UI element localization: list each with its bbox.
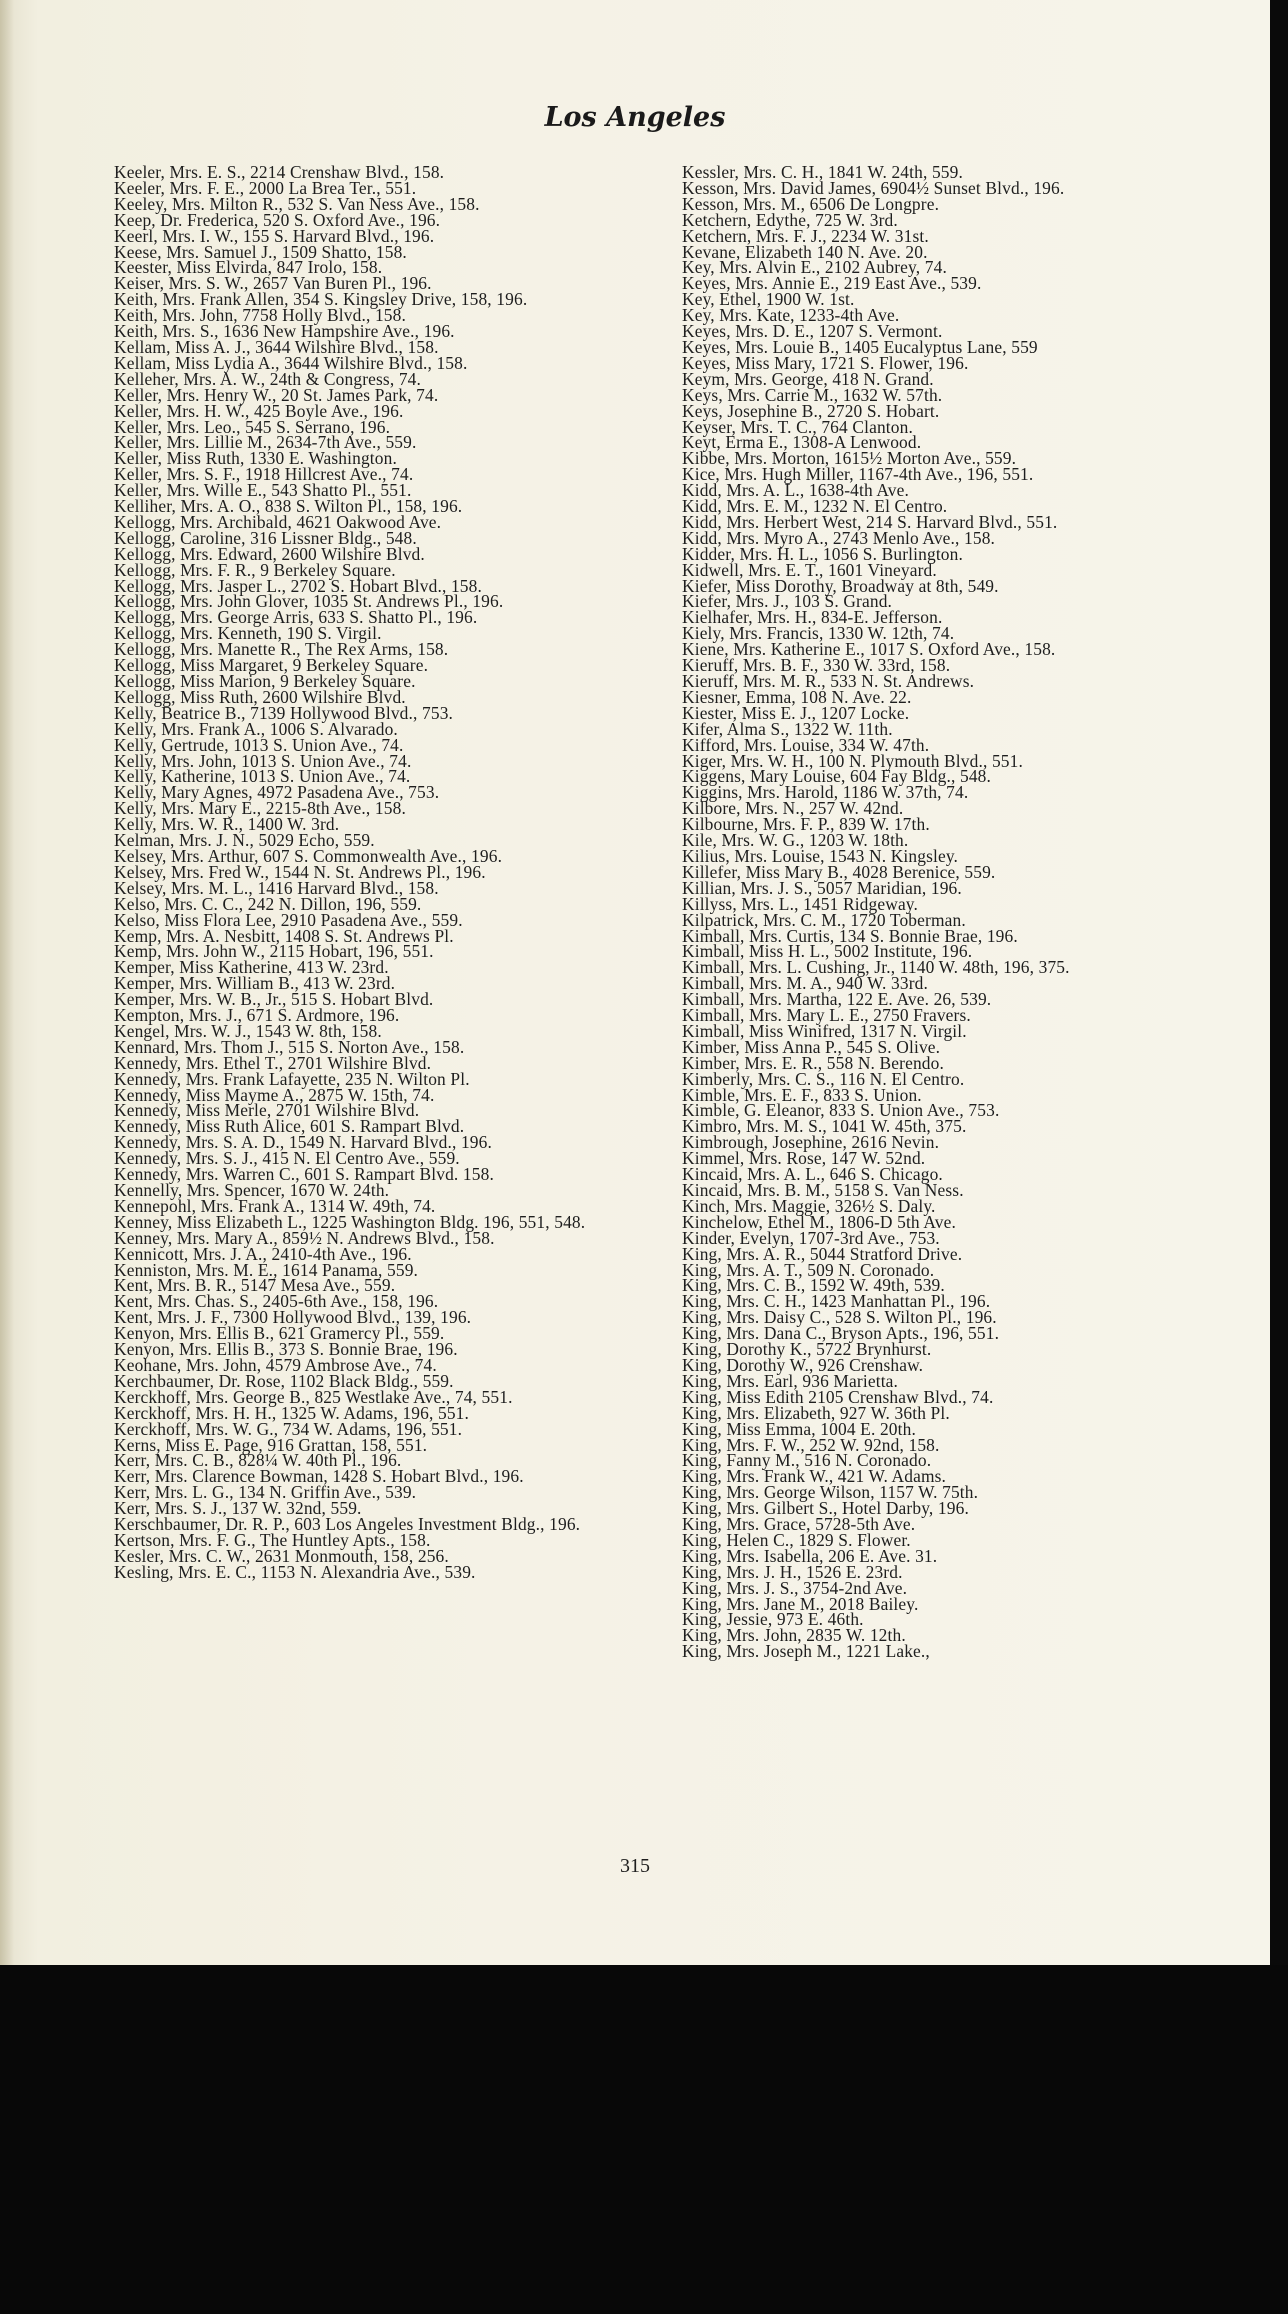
directory-entry: Kiely, Mrs. Francis, 1330 W. 12th, 74. xyxy=(682,623,955,644)
directory-entry: King, Jessie, 973 E. 46th. xyxy=(682,1609,864,1630)
directory-entry: Kincaid, Mrs. A. L., 646 S. Chicago. xyxy=(682,1164,943,1185)
directory-entry: Kinch, Mrs. Maggie, 326½ S. Daly. xyxy=(682,1195,936,1216)
directory-entry: Kennedy, Mrs. S. J., 415 N. El Centro Ave., 559. xyxy=(114,1148,460,1169)
directory-entry: Kifer, Alma S., 1322 W. 11th. xyxy=(682,718,893,739)
directory-entry: Kibbe, Mrs. Morton, 1615½ Morton Ave., 559. xyxy=(682,448,1017,469)
directory-entry: Kerckhoff, Mrs. H. H., 1325 W. Adams, 196, 551. xyxy=(114,1402,470,1423)
directory-entry: Kifford, Mrs. Louise, 334 W. 47th. xyxy=(682,734,930,755)
directory-entry: Kenyon, Mrs. Ellis B., 373 S. Bonnie Brae, 196. xyxy=(114,1339,458,1360)
directory-entry: Kessler, Mrs. C. H., 1841 W. 24th, 559. xyxy=(682,162,963,182)
directory-entry: Kellogg, Miss Marion, 9 Berkeley Square. xyxy=(114,671,416,691)
directory-entry: Key, Mrs. Kate, 1233-4th Ave. xyxy=(682,305,900,326)
directory-entry: Kemp, Mrs. A. Nesbitt, 1408 S. St. Andrews Pl. xyxy=(114,925,454,946)
directory-entry: King, Mrs. Frank W., 421 W. Adams. xyxy=(682,1466,947,1487)
directory-entry: Keester, Miss Elvirda, 847 Irolo, 158. xyxy=(114,257,383,278)
directory-entry: Keeler, Mrs. E. S., 2214 Crenshaw Blvd., 158. xyxy=(114,162,445,182)
directory-entry: Kelly, Mrs. Mary E., 2215-8th Ave., 158. xyxy=(114,798,406,819)
directory-entry: Ketchern, Edythe, 725 W. 3rd. xyxy=(682,209,898,230)
directory-entry: Kilbore, Mrs. N., 257 W. 42nd. xyxy=(682,798,904,819)
directory-entry: King, Mrs. Isabella, 206 E. Ave. 31. xyxy=(682,1545,938,1566)
directory-entry: Kellogg, Mrs. Manette R., The Rex Arms, 158. xyxy=(114,639,449,660)
directory-entry: Kiggins, Mrs. Harold, 1186 W. 37th, 74. xyxy=(682,782,969,803)
directory-entry: Killefer, Miss Mary B., 4028 Berenice, 559. xyxy=(682,861,996,882)
directory-entry: Kellogg, Miss Margaret, 9 Berkeley Square. xyxy=(114,655,429,676)
directory-entry: Kilpatrick, Mrs. C. M., 1720 Toberman. xyxy=(682,909,966,930)
directory-entry: Kesler, Mrs. C. W., 2631 Monmouth, 158, 256. xyxy=(114,1545,449,1566)
directory-entry: Kelliher, Mrs. A. O., 838 S. Wilton Pl., 158, 196. xyxy=(114,496,463,517)
directory-entry: King, Mrs. Jane M., 2018 Bailey. xyxy=(682,1593,919,1614)
directory-entry: Kincaid, Mrs. B. M., 5158 S. Van Ness. xyxy=(682,1180,964,1200)
directory-entry: Kimberly, Mrs. C. S., 116 N. El Centro. xyxy=(682,1068,965,1089)
directory-entry: Kemper, Miss Katherine, 413 W. 23rd. xyxy=(114,957,389,978)
directory-entry: Kennard, Mrs. Thom J., 515 S. Norton Ave., 158. xyxy=(114,1036,465,1057)
directory-entry: Keith, Mrs. John, 7758 Holly Blvd., 158. xyxy=(114,305,406,326)
directory-entry: King, Mrs. J. H., 1526 E. 23rd. xyxy=(682,1561,903,1582)
directory-entry: Kimber, Mrs. E. R., 558 N. Berendo. xyxy=(682,1052,944,1073)
directory-entry: King, Mrs. F. W., 252 W. 92nd, 158. xyxy=(682,1434,940,1455)
directory-entry: Kemper, Mrs. W. B., Jr., 515 S. Hobart Blvd. xyxy=(114,989,434,1010)
directory-entry: Kerr, Mrs. L. G., 134 N. Griffin Ave., 539. xyxy=(114,1482,417,1503)
directory-entry: Keep, Dr. Frederica, 520 S. Oxford Ave., 196. xyxy=(114,209,441,230)
directory-entry: Kelly, Mrs. Frank A., 1006 S. Alvarado. xyxy=(114,718,398,739)
directory-entry: Keys, Josephine B., 2720 S. Hobart. xyxy=(682,400,940,421)
directory-entry: King, Mrs. Grace, 5728-5th Ave. xyxy=(682,1514,916,1535)
directory-entry: Kenniston, Mrs. M. E., 1614 Panama, 559. xyxy=(114,1259,419,1280)
directory-entry: Kellogg, Miss Ruth, 2600 Wilshire Blvd. xyxy=(114,686,406,707)
directory-entry: Kent, Mrs. J. F., 7300 Hollywood Blvd., 139, 196. xyxy=(114,1307,472,1328)
directory-entry: Kidd, Mrs. Myro A., 2743 Menlo Ave., 158. xyxy=(682,527,996,548)
directory-entry: Kennelly, Mrs. Spencer, 1670 W. 24th. xyxy=(114,1180,390,1200)
directory-entry: Keiser, Mrs. S. W., 2657 Van Buren Pl., 196. xyxy=(114,273,432,294)
directory-entry: Kelsey, Mrs. Fred W., 1544 N. St. Andrews Pl., 196. xyxy=(114,861,486,882)
directory-entry: King, Mrs. Earl, 936 Marietta. xyxy=(682,1370,899,1391)
right-column xyxy=(682,162,1254,1662)
directory-entry: Kielhafer, Mrs. H., 834-E. Jefferson. xyxy=(682,607,943,628)
directory-entry: Kimble, Mrs. E. F., 833 S. Union. xyxy=(682,1084,922,1105)
directory-entry: Keller, Miss Ruth, 1330 E. Washington. xyxy=(114,448,397,469)
directory-entry: King, Mrs. Joseph M., 1221 Lake., xyxy=(682,1641,930,1662)
directory-entry: Kile, Mrs. W. G., 1203 W. 18th. xyxy=(682,830,909,851)
directory-entry: Kerckhoff, Mrs. George B., 825 Westlake Ave., 74, 551. xyxy=(114,1386,513,1407)
directory-entry: Kiesner, Emma, 108 N. Ave. 22. xyxy=(682,686,912,707)
directory-entry: Keohane, Mrs. John, 4579 Ambrose Ave., 74. xyxy=(114,1354,437,1375)
directory-entry: Kelman, Mrs. J. N., 5029 Echo, 559. xyxy=(114,830,375,851)
directory-entry: Keith, Mrs. Frank Allen, 354 S. Kingsley Drive, 158, 196. xyxy=(114,289,528,310)
directory-entry: Keyt, Erma E., 1308-A Lenwood. xyxy=(682,432,922,453)
directory-entry: Kelsey, Mrs. Arthur, 607 S. Commonwealth Ave., 196. xyxy=(114,845,503,866)
directory-entry: Kennedy, Mrs. S. A. D., 1549 N. Harvard Blvd., 196. xyxy=(114,1132,492,1153)
directory-entry: Kennedy, Mrs. Ethel T., 2701 Wilshire Blvd. xyxy=(114,1052,432,1073)
directory-entry: Kimball, Mrs. Mary L. E., 2750 Fravers. xyxy=(682,1005,971,1026)
directory-entry: King, Miss Emma, 1004 E. 20th. xyxy=(682,1418,916,1439)
directory-entry: Keller, Mrs. H. W., 425 Boyle Ave., 196. xyxy=(114,400,404,421)
directory-entry: Kenyon, Mrs. Ellis B., 621 Gramercy Pl., 559. xyxy=(114,1323,445,1344)
directory-entry: Keym, Mrs. George, 418 N. Grand. xyxy=(682,368,934,389)
directory-entry: Kelly, Mrs. John, 1013 S. Union Ave., 74. xyxy=(114,750,412,771)
directory-entry: Kennedy, Miss Ruth Alice, 601 S. Rampart Blvd. xyxy=(114,1116,465,1137)
directory-entry: Kice, Mrs. Hugh Miller, 1167-4th Ave., 196, 551. xyxy=(682,464,1034,485)
directory-entry: Kennedy, Mrs. Warren C., 601 S. Rampart Blvd. 158. xyxy=(114,1164,494,1185)
directory-entry: Killyss, Mrs. L., 1451 Ridgeway. xyxy=(682,893,919,914)
directory-entry: Kilius, Mrs. Louise, 1543 N. Kingsley. xyxy=(682,845,959,866)
directory-entry: Kennedy, Miss Merle, 2701 Wilshire Blvd. xyxy=(114,1100,420,1121)
directory-entry: King, Miss Edith 2105 Crenshaw Blvd., 74. xyxy=(682,1386,994,1407)
directory-entry: Kerr, Mrs. S. J., 137 W. 32nd, 559. xyxy=(114,1498,362,1519)
directory-entry: Kempton, Mrs. J., 671 S. Ardmore, 196. xyxy=(114,1005,400,1026)
page-header: Los Angeles xyxy=(544,102,726,133)
directory-entry: Kellogg, Caroline, 316 Lissner Bldg., 548. xyxy=(114,527,417,548)
directory-entry: Kidwell, Mrs. E. T., 1601 Vineyard. xyxy=(682,559,937,580)
directory-entry: Kellogg, Mrs. Kenneth, 190 S. Virgil. xyxy=(114,623,382,644)
directory-entry: King, Mrs. Elizabeth, 927 W. 36th Pl. xyxy=(682,1402,950,1423)
directory-entry: King, Mrs. J. S., 3754-2nd Ave. xyxy=(682,1577,908,1598)
directory-entry: Keeler, Mrs. F. E., 2000 La Brea Ter., 551. xyxy=(114,177,417,198)
directory-entry: Kevane, Elizabeth 140 N. Ave. 20. xyxy=(682,241,928,262)
directory-entry: King, Helen C., 1829 S. Flower. xyxy=(682,1529,911,1550)
directory-entry: Keller, Mrs. Leo., 545 S. Serrano, 196. xyxy=(114,416,391,437)
directory-entry: Kennicott, Mrs. J. A., 2410-4th Ave., 196. xyxy=(114,1243,412,1264)
directory-entry: Keith, Mrs. S., 1636 New Hampshire Ave., 196. xyxy=(114,321,455,342)
directory-entry: Keyes, Mrs. D. E., 1207 S. Vermont. xyxy=(682,321,943,342)
directory-entry: Kerr, Mrs. C. B., 828¼ W. 40th Pl., 196. xyxy=(114,1450,402,1471)
directory-entry: King, Dorothy W., 926 Crenshaw. xyxy=(682,1354,924,1375)
directory-entry: Kimble, G. Eleanor, 833 S. Union Ave., 753. xyxy=(682,1100,1000,1121)
directory-entry: King, Mrs. John, 2835 W. 12th. xyxy=(682,1625,906,1646)
directory-entry: Kidd, Mrs. E. M., 1232 N. El Centro. xyxy=(682,496,948,517)
directory-entry: Kerr, Mrs. Clarence Bowman, 1428 S. Hobart Blvd., 196. xyxy=(114,1466,524,1487)
directory-entry: Kidd, Mrs. A. L., 1638-4th Ave. xyxy=(682,480,910,501)
directory-entry: Kennedy, Miss Mayme A., 2875 W. 15th, 74. xyxy=(114,1084,435,1105)
directory-entry: Kelly, Mrs. W. R., 1400 W. 3rd. xyxy=(114,814,340,835)
directory-entry: Keller, Mrs. Henry W., 20 St. James Park, 74. xyxy=(114,384,439,405)
directory-entry: Kelsey, Mrs. M. L., 1416 Harvard Blvd., 158. xyxy=(114,877,439,898)
directory-entry: Kimbrough, Josephine, 2616 Nevin. xyxy=(682,1132,940,1153)
directory-entry: King, Mrs. Gilbert S., Hotel Darby, 196. xyxy=(682,1498,969,1519)
directory-entry: Keller, Mrs. S. F., 1918 Hillcrest Ave., 74. xyxy=(114,464,414,485)
directory-entry: Kerchbaumer, Dr. Rose, 1102 Black Bldg., 559. xyxy=(114,1370,454,1391)
directory-entry: Kelly, Gertrude, 1013 S. Union Ave., 74. xyxy=(114,734,404,755)
directory-entry: Kennedy, Mrs. Frank Lafayette, 235 N. Wilton Pl. xyxy=(114,1068,470,1089)
background-area xyxy=(0,1965,1288,2314)
directory-entry: Kimbro, Mrs. M. S., 1041 W. 45th, 375. xyxy=(682,1116,967,1137)
directory-entry: Kerns, Miss E. Page, 916 Grattan, 158, 551. xyxy=(114,1434,428,1455)
directory-entry: Kelly, Beatrice B., 7139 Hollywood Blvd., 753. xyxy=(114,702,454,723)
directory-entry: Kennepohl, Mrs. Frank A., 1314 W. 49th, 74. xyxy=(114,1195,436,1216)
directory-entry: Kimball, Mrs. L. Cushing, Jr., 1140 W. 48th, 196, 375. xyxy=(682,957,1070,978)
page-binding-shadow xyxy=(0,0,14,1965)
directory-entry: Kiefer, Miss Dorothy, Broadway at 8th, 549. xyxy=(682,575,999,596)
directory-entry: King, Mrs. Daisy C., 528 S. Wilton Pl., 196. xyxy=(682,1307,997,1328)
directory-entry: Kinder, Evelyn, 1707-3rd Ave., 753. xyxy=(682,1227,940,1248)
directory-entry: Kieruff, Mrs. B. F., 330 W. 33rd, 158. xyxy=(682,655,951,676)
directory-entry: Kidd, Mrs. Herbert West, 214 S. Harvard Blvd., 551. xyxy=(682,511,1058,532)
directory-entry: King, Mrs. C. H., 1423 Manhattan Pl., 196. xyxy=(682,1291,991,1312)
directory-entry: Kellam, Miss A. J., 3644 Wilshire Blvd., 158. xyxy=(114,336,439,357)
directory-entry: Kerckhoff, Mrs. W. G., 734 W. Adams, 196, 551. xyxy=(114,1418,463,1439)
directory-entry: Kiefer, Mrs. J., 103 S. Grand. xyxy=(682,591,893,612)
directory-entry: Kerschbaumer, Dr. R. P., 603 Los Angeles Investment Bldg., 196. xyxy=(114,1514,581,1535)
directory-entry: Kellogg, Mrs. F. R., 9 Berkeley Square. xyxy=(114,559,396,580)
directory-entry: Kelso, Mrs. C. C., 242 N. Dillon, 196, 559. xyxy=(114,893,422,914)
directory-entry: Kellam, Miss Lydia A., 3644 Wilshire Blvd., 158. xyxy=(114,352,468,373)
directory-entry: Kellogg, Mrs. Jasper L., 2702 S. Hobart Blvd., 158. xyxy=(114,575,482,596)
directory-entry: Key, Mrs. Alvin E., 2102 Aubrey, 74. xyxy=(682,257,947,278)
directory-entry: Kidder, Mrs. H. L., 1056 S. Burlington. xyxy=(682,543,963,564)
directory-entry: Kengel, Mrs. W. J., 1543 W. 8th, 158. xyxy=(114,1020,382,1041)
directory-entry: Kelso, Miss Flora Lee, 2910 Pasadena Ave., 559. xyxy=(114,909,463,930)
directory-entry: Keller, Mrs. Wille E., 543 Shatto Pl., 551. xyxy=(114,480,412,501)
directory-entry: Keeley, Mrs. Milton R., 532 S. Van Ness Ave., 158. xyxy=(114,193,480,214)
directory-entry: Kimball, Mrs. Curtis, 134 S. Bonnie Brae, 196. xyxy=(682,925,1018,946)
directory-entry: King, Mrs. A. T., 509 N. Coronado. xyxy=(682,1259,935,1280)
directory-entry: Kertson, Mrs. F. G., The Huntley Apts., 158. xyxy=(114,1529,431,1550)
directory-entry: Kenney, Mrs. Mary A., 859½ N. Andrews Blvd., 158. xyxy=(114,1227,495,1248)
directory-entry: Keyes, Mrs. Annie E., 219 East Ave., 539. xyxy=(682,273,982,294)
directory-entry: Kiger, Mrs. W. H., 100 N. Plymouth Blvd., 551. xyxy=(682,750,1023,771)
directory-entry: Keyes, Mrs. Louie B., 1405 Eucalyptus Lane, 559 xyxy=(682,336,1038,357)
directory-entry: Kemp, Mrs. John W., 2115 Hobart, 196, 551. xyxy=(114,941,434,962)
directory-entry: Kelly, Mary Agnes, 4972 Pasadena Ave., 753. xyxy=(114,782,440,803)
left-column xyxy=(114,162,654,1582)
directory-entry: Kesson, Mrs. David James, 6904½ Sunset Blvd., 196. xyxy=(682,177,1065,198)
directory-entry: Keller, Mrs. Lillie M., 2634-7th Ave., 559. xyxy=(114,432,417,453)
directory-entry: Kellogg, Mrs. Edward, 2600 Wilshire Blvd. xyxy=(114,543,425,564)
directory-entry: Keyes, Miss Mary, 1721 S. Flower, 196. xyxy=(682,352,969,373)
directory-entry: Kiggens, Mary Louise, 604 Fay Bldg., 548. xyxy=(682,766,992,787)
directory-entry: Kieruff, Mrs. M. R., 533 N. St. Andrews. xyxy=(682,671,975,691)
directory-entry: Kent, Mrs. B. R., 5147 Mesa Ave., 559. xyxy=(114,1275,396,1296)
directory-entry: Kimball, Mrs. M. A., 940 W. 33rd. xyxy=(682,973,929,994)
directory-entry: King, Dorothy K., 5722 Brynhurst. xyxy=(682,1339,932,1360)
directory-entry: Keerl, Mrs. I. W., 155 S. Harvard Blvd., 196. xyxy=(114,225,435,246)
directory-entry: Kimball, Mrs. Martha, 122 E. Ave. 26, 539. xyxy=(682,989,992,1010)
directory-entry: Kesson, Mrs. M., 6506 De Longpre. xyxy=(682,193,940,214)
directory-entry: Ketchern, Mrs. F. J., 2234 W. 31st. xyxy=(682,225,929,246)
directory-entry: Kinchelow, Ethel M., 1806-D 5th Ave. xyxy=(682,1211,956,1232)
directory-entry: Kimmel, Mrs. Rose, 147 W. 52nd. xyxy=(682,1148,926,1169)
directory-entry: King, Mrs. Dana C., Bryson Apts., 196, 551. xyxy=(682,1323,1000,1344)
directory-entry: Kenney, Miss Elizabeth L., 1225 Washington Bldg. 196, 551, 548. xyxy=(114,1211,586,1232)
directory-entry: Kent, Mrs. Chas. S., 2405-6th Ave., 158, 196. xyxy=(114,1291,439,1312)
directory-entry: King, Fanny M., 516 N. Coronado. xyxy=(682,1450,932,1471)
directory-entry: Kimball, Miss H. L., 5002 Institute, 196. xyxy=(682,941,973,962)
directory-entry: Killian, Mrs. J. S., 5057 Maridian, 196. xyxy=(682,877,962,898)
directory-entry: Kilbourne, Mrs. F. P., 839 W. 17th. xyxy=(682,814,930,835)
page-number: 315 xyxy=(620,1855,650,1877)
directory-entry: Keyser, Mrs. T. C., 764 Clanton. xyxy=(682,416,913,437)
directory-entry: Kiene, Mrs. Katherine E., 1017 S. Oxford Ave., 158. xyxy=(682,639,1056,660)
directory-entry: Kiester, Miss E. J., 1207 Locke. xyxy=(682,702,910,723)
directory-entry: King, Mrs. A. R., 5044 Stratford Drive. xyxy=(682,1243,963,1264)
directory-entry: Kimber, Miss Anna P., 545 S. Olive. xyxy=(682,1036,941,1057)
directory-entry: Keys, Mrs. Carrie M., 1632 W. 57th. xyxy=(682,384,943,405)
directory-entry: Kellogg, Mrs. Archibald, 4621 Oakwood Ave. xyxy=(114,511,442,532)
directory-entry: Kimball, Miss Winifred, 1317 N. Virgil. xyxy=(682,1020,967,1041)
directory-entry: Kellogg, Mrs. George Arris, 633 S. Shatto Pl., 196. xyxy=(114,607,478,628)
directory-entry: Kesling, Mrs. E. C., 1153 N. Alexandria Ave., 539. xyxy=(114,1561,476,1582)
directory-entry: King, Mrs. George Wilson, 1157 W. 75th. xyxy=(682,1482,979,1503)
directory-entry: Kelly, Katherine, 1013 S. Union Ave., 74. xyxy=(114,766,411,787)
directory-entry: Keese, Mrs. Samuel J., 1509 Shatto, 158. xyxy=(114,241,407,262)
directory-entry: Kelleher, Mrs. A. W., 24th & Congress, 74. xyxy=(114,368,422,389)
directory-entry: King, Mrs. C. B., 1592 W. 49th, 539. xyxy=(682,1275,945,1296)
directory-entry: Key, Ethel, 1900 W. 1st. xyxy=(682,289,855,310)
directory-entry: Kellogg, Mrs. John Glover, 1035 St. Andrews Pl., 196. xyxy=(114,591,504,612)
directory-entry: Kemper, Mrs. William B., 413 W. 23rd. xyxy=(114,973,396,994)
